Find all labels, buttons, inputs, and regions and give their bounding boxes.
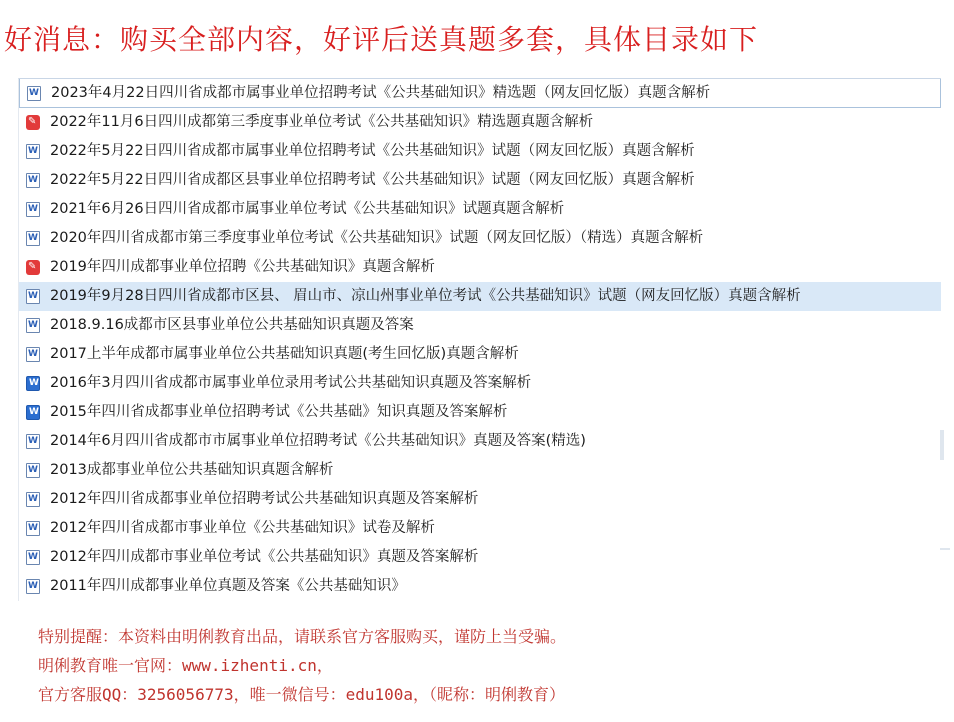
file-name: 2013成都事业单位公共基础知识真题含解析 <box>50 462 334 478</box>
file-name: 2012年四川成都市事业单位考试《公共基础知识》真题及答案解析 <box>50 549 479 565</box>
notice-block <box>38 622 566 709</box>
file-name: 2015年四川省成都事业单位招聘考试《公共基础》知识真题及答案解析 <box>50 404 508 420</box>
file-item[interactable] <box>19 514 941 543</box>
scrollbar-mark <box>940 548 950 550</box>
file-name: 2019年9月28日四川省成都市区县、 眉山市、凉山州事业单位考试《公共基础知识》试题（网友回忆版）真题含解析 <box>50 288 801 304</box>
word-doc-icon <box>26 579 40 594</box>
file-name: 2019年四川成都事业单位招聘《公共基础知识》真题含解析 <box>50 259 435 275</box>
file-list <box>18 78 941 601</box>
notice-line-warning: 特别提醒：本资料由明俐教育出品，请联系官方客服购买，谨防上当受骗。 <box>38 627 567 646</box>
file-item[interactable] <box>19 166 941 195</box>
file-item[interactable] <box>19 79 941 108</box>
notice-line-website: 明俐教育唯一官网：www.izhenti.cn， <box>38 656 333 675</box>
word-doc-icon <box>26 521 40 536</box>
file-name: 2014年6月四川省成都市市属事业单位招聘考试《公共基础知识》真题及答案(精选) <box>50 433 586 449</box>
file-item[interactable] <box>19 485 941 514</box>
file-item[interactable] <box>19 543 941 572</box>
file-item[interactable] <box>19 572 941 601</box>
word-doc-icon <box>26 434 40 449</box>
notice-line-contact: 官方客服QQ：3256056773，唯一微信号：edu100a，（昵称：明俐教育） <box>38 685 566 704</box>
file-item[interactable] <box>19 137 941 166</box>
file-name: 2017上半年成都市属事业单位公共基础知识真题(考生回忆版)真题含解析 <box>50 346 519 362</box>
file-item[interactable] <box>19 195 941 224</box>
file-item[interactable] <box>19 427 941 456</box>
promo-headline: 好消息：购买全部内容，好评后送真题多套，具体目录如下 <box>4 23 759 56</box>
file-item[interactable] <box>19 311 941 340</box>
file-item[interactable] <box>19 369 941 398</box>
word-doc-icon <box>26 202 40 217</box>
word-docx-icon <box>26 405 40 420</box>
file-item[interactable] <box>19 253 941 282</box>
file-name: 2020年四川省成都市第三季度事业单位考试《公共基础知识》试题（网友回忆版）（精选）真题含解析 <box>50 230 704 246</box>
file-name: 2016年3月四川省成都市属事业单位录用考试公共基础知识真题及答案解析 <box>50 375 532 391</box>
file-item-selected[interactable] <box>19 282 941 311</box>
file-name: 2012年四川省成都市事业单位《公共基础知识》试卷及解析 <box>50 520 435 536</box>
word-doc-icon <box>26 463 40 478</box>
file-item[interactable] <box>19 224 941 253</box>
file-name: 2023年4月22日四川省成都市属事业单位招聘考试《公共基础知识》精选题（网友回忆版）真题含解析 <box>51 84 711 101</box>
file-item[interactable] <box>19 108 941 137</box>
word-doc-icon <box>26 289 40 304</box>
word-doc-icon <box>26 144 40 159</box>
word-doc-icon <box>26 318 40 333</box>
pdf-icon <box>26 260 40 275</box>
file-name: 2022年11月6日四川成都第三季度事业单位考试《公共基础知识》精选题真题含解析 <box>50 114 594 130</box>
file-item[interactable] <box>19 340 941 369</box>
file-name: 2018.9.16成都市区县事业单位公共基础知识真题及答案 <box>50 317 414 333</box>
file-item[interactable] <box>19 456 941 485</box>
pdf-icon <box>26 115 40 130</box>
scrollbar-thumb[interactable] <box>940 430 944 460</box>
file-item[interactable] <box>19 398 941 427</box>
file-name: 2012年四川省成都事业单位招聘考试公共基础知识真题及答案解析 <box>50 491 479 507</box>
file-name: 2022年5月22日四川省成都市属事业单位招聘考试《公共基础知识》试题（网友回忆版）真题含解析 <box>50 143 695 159</box>
file-name: 2022年5月22日四川省成都区县事业单位招聘考试《公共基础知识》试题（网友回忆版）真题含解析 <box>50 172 695 188</box>
word-doc-icon <box>26 550 40 565</box>
word-doc-icon <box>26 492 40 507</box>
word-doc-icon <box>27 86 41 101</box>
word-doc-icon <box>26 231 40 246</box>
file-name: 2021年6月26日四川省成都市属事业单位考试《公共基础知识》试题真题含解析 <box>50 201 565 217</box>
word-doc-icon <box>26 347 40 362</box>
word-doc-icon <box>26 173 40 188</box>
file-name: 2011年四川成都事业单位真题及答案《公共基础知识》 <box>50 578 406 594</box>
word-docx-icon <box>26 376 40 391</box>
